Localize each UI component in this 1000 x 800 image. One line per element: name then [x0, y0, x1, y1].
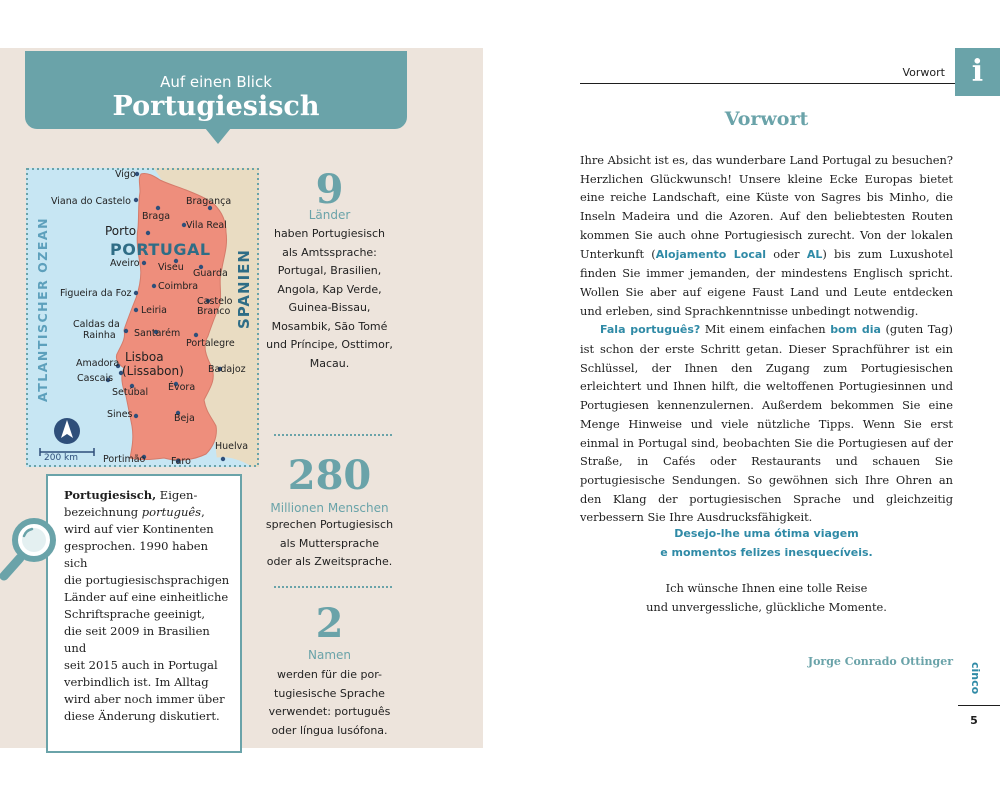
stat-description	[262, 516, 397, 572]
city-label: Santarém	[134, 328, 181, 339]
info-line: Länder auf eine einheitliche	[64, 590, 229, 604]
city-label: Vigo	[115, 169, 136, 180]
info-line: wird auf vier Kontinenten	[64, 522, 214, 536]
city-dot	[124, 329, 128, 333]
city-label: Caldas da	[73, 319, 120, 330]
banner-subtitle: Auf einen Blick	[160, 73, 272, 91]
wish-line: Ich wünsche Ihnen eine tolle Reise	[665, 581, 868, 595]
spain-label: SPANIEN	[235, 249, 253, 329]
stat-line: werden für die por-	[277, 668, 382, 681]
stat-unit: Namen	[307, 648, 351, 662]
stat-line: haben Portugiesisch	[273, 227, 386, 240]
stat-number: 9	[315, 166, 344, 213]
stat-line: oder als Zweitsprache.	[266, 555, 393, 568]
text-run: oder	[766, 246, 807, 261]
city-label: Leiria	[141, 305, 167, 316]
running-head-rule	[580, 83, 955, 84]
city-dot	[142, 261, 146, 265]
city-dot	[156, 206, 160, 210]
stat-line: verwendet: português	[268, 705, 391, 718]
info-line: seit 2015 auch in Portugal	[64, 658, 218, 672]
stat-line: als Amtssprache:	[282, 245, 377, 259]
city-label: Sines	[107, 409, 133, 420]
stat-line: und Príncipe, Osttimor,	[266, 338, 393, 351]
text-run: Ihre Absicht ist es, das wunderbare Land Portugal zu besuchen? Herzlichen Glückwunsch! Unsere kleine Ecke Europas bietet eine reiche Landschaft, eine Küste von Sagres bis Minho, die Inseln Madeira und die Azoren. Auf den beliebtesten Routen kommen Sie auch ohne Portugiesisch zurecht. Von der lokalen Unterkunft (	[580, 153, 953, 261]
city-dot	[134, 198, 138, 202]
scale-label: 200 km	[44, 453, 79, 463]
city-dot	[134, 414, 138, 418]
info-line: Schriftsprache geeinigt,	[64, 607, 206, 621]
stat-line: Angola, Kap Verde,	[277, 282, 382, 296]
city-label: Cascais	[77, 373, 114, 384]
dotted-divider	[274, 586, 392, 588]
info-line: die portugiesischsprachigen	[64, 573, 230, 587]
stat-line: Portugal, Brasilien,	[277, 264, 382, 277]
info-line: bezeichnung	[64, 505, 142, 519]
side-label: cinco	[969, 662, 982, 695]
city-label: Badajoz	[208, 364, 246, 375]
info-line: die seit 2009 in Brasilien und	[64, 624, 210, 655]
info-lead: Portugiesisch,	[64, 488, 157, 502]
info-line: verbindlich ist. Im Alltag	[64, 675, 209, 689]
dotted-divider	[274, 434, 392, 436]
info-line: ,	[201, 505, 205, 519]
info-line: diese Änderung diskutiert.	[64, 709, 220, 723]
city-label: (Lissabon)	[122, 364, 184, 378]
city-label: Viana do Castelo	[51, 196, 131, 207]
info-tab-icon: i	[955, 48, 1000, 96]
city-dot	[134, 291, 138, 295]
text-run: Mit einem einfachen	[700, 322, 831, 337]
paragraph	[580, 151, 953, 320]
stat-line: oder língua lusófona.	[271, 723, 388, 737]
city-label: Beja	[174, 413, 195, 424]
stat-line: Macau.	[309, 356, 350, 370]
body-text	[580, 151, 953, 527]
stat-description	[262, 666, 397, 740]
stat-number: 2	[315, 600, 344, 647]
city-label: Branco	[197, 306, 231, 317]
city-dot	[152, 284, 156, 288]
city-label: Aveiro	[110, 258, 140, 269]
wish-line: e momentos felizes inesquecíveis.	[660, 546, 873, 559]
text-run: ) bis zum Luxushotel finden Sie immer jemanden, der mindestens Englisch spricht. Wollen Sie aber auf eigene Faust Land und Leute entdecken und erleben, sind Sprachkenntnisse unbedingt notwendig.	[580, 246, 954, 318]
country-label: PORTUGAL	[110, 240, 211, 259]
page-title: Vorwort	[724, 108, 809, 130]
info-line: wird aber noch immer über	[64, 692, 225, 706]
header-banner	[25, 51, 407, 129]
city-dot	[194, 333, 198, 337]
highlight-term: AL	[806, 247, 823, 261]
city-dot	[221, 457, 225, 461]
city-label: Lisboa	[125, 350, 164, 364]
text-run: (guten Tag) ist schon der erste Schritt getan. Dieser Sprachführer ist ein Schlüssel, der Ihnen den Zugang zum Portugiesischen erleichtert und Ihnen hilft, die weltoffenen Portugiesinnen und Portugiesen kennenzulernen. Außerdem bekommen Sie eine Menge Hinweise und viele nützliche Tipps. Wenn Sie erst einmal in Portugal sind, beobachten Sie die Portugiesen auf der Straße, in Cafés oder Restaurants und schauen Sie portugiesische Sendungen. So gewöhnen sich Ihre Ohren an den Klang der portugiesischen Sprache und gleichzeitig verbessern Sie Ihre Ausdrucksfähigkeit.	[580, 322, 953, 525]
page-number: 5	[970, 714, 978, 727]
stat-line: als Muttersprache	[279, 536, 380, 550]
german-wish	[580, 579, 953, 617]
running-head: Vorwort	[902, 66, 945, 79]
info-box	[46, 474, 242, 753]
stat-description	[262, 225, 397, 373]
city-label: Faro	[171, 456, 191, 467]
city-label: Setúbal	[112, 387, 149, 398]
city-label: Porto	[105, 224, 137, 238]
folio-rule	[958, 705, 1000, 706]
city-label: Braga	[142, 211, 171, 222]
stat-unit: Millionen Menschen	[270, 501, 389, 515]
info-italic: português	[141, 505, 202, 519]
stat-number: 280	[287, 452, 372, 499]
city-dot	[134, 308, 138, 312]
city-label: Coimbra	[158, 281, 199, 292]
banner-title: Portugiesisch	[112, 91, 320, 122]
highlight-term: Alojamento Local	[655, 247, 767, 261]
banner-pointer	[205, 128, 231, 144]
stat-line: Guinea-Bissau,	[288, 301, 371, 314]
info-line: gesprochen. 1990 haben sich	[64, 539, 208, 570]
stat-line: tugiesische Sprache	[274, 686, 385, 700]
city-dot	[146, 231, 150, 235]
info-line: Eigen-	[156, 488, 198, 502]
city-label: Guarda	[193, 268, 228, 279]
city-label: Évora	[168, 382, 196, 393]
city-label: Portimão	[103, 454, 146, 465]
city-label: Castelo	[197, 296, 233, 307]
city-label: Portalegre	[186, 338, 235, 349]
left-page	[0, 48, 483, 748]
ocean-label: ATLANTISCHER OZEAN	[35, 216, 50, 402]
city-label: Viseu	[158, 262, 184, 273]
city-label: Figueira da Foz	[60, 288, 132, 299]
stat-unit: Länder	[308, 208, 351, 222]
highlight-term: bom dia	[830, 323, 881, 337]
stat-line: Mosambik, São Tomé	[271, 319, 388, 333]
city-label: Huelva	[215, 441, 249, 452]
city-label: Vila Real	[186, 220, 227, 231]
highlight-term: Fala português?	[600, 323, 701, 337]
paragraph	[580, 320, 953, 527]
city-label: Amadora	[76, 358, 120, 369]
city-label: Bragança	[186, 196, 232, 207]
info-box-text	[64, 487, 230, 725]
author-signature: Jorge Conrado Ottinger	[807, 655, 953, 668]
city-label: Rainha	[83, 330, 116, 341]
stat-line: sprechen Portugiesisch	[265, 518, 394, 531]
wish-line: und unvergessliche, glückliche Momente.	[646, 600, 887, 614]
portuguese-wish	[580, 524, 953, 562]
magnifier-icon	[0, 518, 64, 584]
portugal-map	[26, 168, 259, 467]
wish-line: Desejo-lhe uma ótima viagem	[674, 527, 859, 540]
